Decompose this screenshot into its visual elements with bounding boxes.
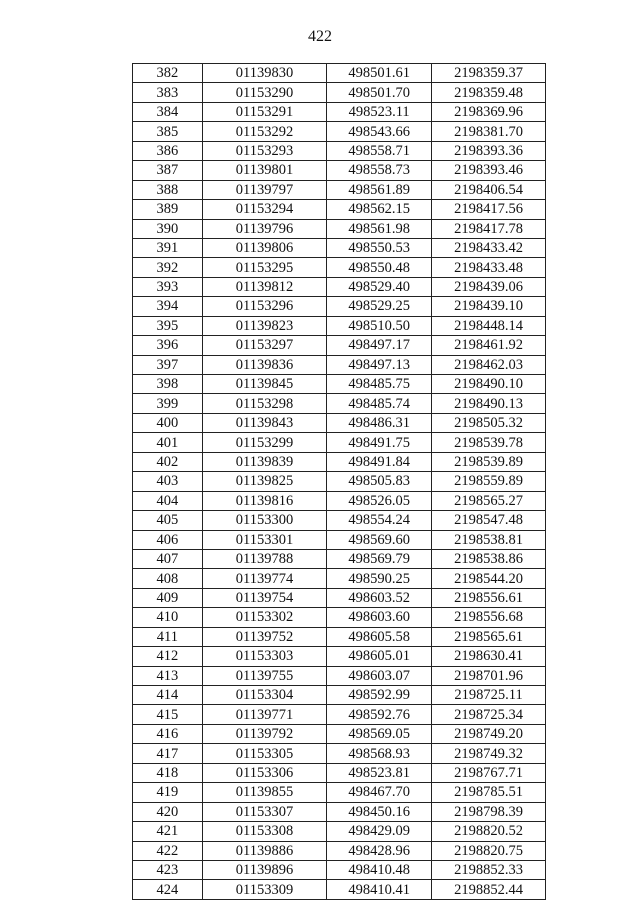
point-id-cell: 01153299 bbox=[202, 433, 326, 452]
table-row bbox=[133, 316, 546, 335]
coordinate-y-cell: 2198381.70 bbox=[432, 122, 546, 141]
table-row bbox=[133, 238, 546, 257]
table-row bbox=[133, 511, 546, 530]
table-row bbox=[133, 763, 546, 782]
point-id-cell: 01139855 bbox=[202, 783, 326, 802]
coordinate-y-cell: 2198547.48 bbox=[432, 511, 546, 530]
coordinate-x-cell: 498467.70 bbox=[327, 783, 432, 802]
row-number-cell: 383 bbox=[133, 83, 203, 102]
table-row bbox=[133, 219, 546, 238]
point-id-cell: 01153301 bbox=[202, 530, 326, 549]
row-number-cell: 399 bbox=[133, 394, 203, 413]
row-number-cell: 398 bbox=[133, 375, 203, 394]
coordinate-x-cell: 498429.09 bbox=[327, 822, 432, 841]
row-number-cell: 417 bbox=[133, 744, 203, 763]
table-row bbox=[133, 841, 546, 860]
table-row bbox=[133, 83, 546, 102]
row-number-cell: 396 bbox=[133, 336, 203, 355]
coordinate-y-cell: 2198820.75 bbox=[432, 841, 546, 860]
table-row bbox=[133, 588, 546, 607]
coordinate-x-cell: 498605.01 bbox=[327, 647, 432, 666]
row-number-cell: 385 bbox=[133, 122, 203, 141]
coordinate-y-cell: 2198433.48 bbox=[432, 258, 546, 277]
row-number-cell: 422 bbox=[133, 841, 203, 860]
coordinate-y-cell: 2198490.13 bbox=[432, 394, 546, 413]
coordinate-x-cell: 498569.79 bbox=[327, 549, 432, 568]
point-id-cell: 01153290 bbox=[202, 83, 326, 102]
table-row bbox=[133, 355, 546, 374]
row-number-cell: 406 bbox=[133, 530, 203, 549]
coordinate-y-cell: 2198433.42 bbox=[432, 238, 546, 257]
coordinate-y-cell: 2198461.92 bbox=[432, 336, 546, 355]
point-id-cell: 01153293 bbox=[202, 141, 326, 160]
row-number-cell: 389 bbox=[133, 200, 203, 219]
coordinate-y-cell: 2198538.81 bbox=[432, 530, 546, 549]
coordinate-x-cell: 498603.07 bbox=[327, 666, 432, 685]
table-row bbox=[133, 375, 546, 394]
coordinate-y-cell: 2198630.41 bbox=[432, 647, 546, 666]
coordinate-y-cell: 2198565.61 bbox=[432, 627, 546, 646]
coordinate-x-cell: 498592.76 bbox=[327, 705, 432, 724]
coordinate-x-cell: 498561.98 bbox=[327, 219, 432, 238]
table-row bbox=[133, 744, 546, 763]
row-number-cell: 410 bbox=[133, 608, 203, 627]
row-number-cell: 423 bbox=[133, 860, 203, 879]
coordinate-y-cell: 2198505.32 bbox=[432, 413, 546, 432]
point-id-cell: 01153300 bbox=[202, 511, 326, 530]
row-number-cell: 405 bbox=[133, 511, 203, 530]
table-row bbox=[133, 705, 546, 724]
row-number-cell: 414 bbox=[133, 686, 203, 705]
point-id-cell: 01139797 bbox=[202, 180, 326, 199]
coordinate-y-cell: 2198439.10 bbox=[432, 297, 546, 316]
point-id-cell: 01153294 bbox=[202, 200, 326, 219]
table-row bbox=[133, 161, 546, 180]
row-number-cell: 415 bbox=[133, 705, 203, 724]
coordinate-x-cell: 498526.05 bbox=[327, 491, 432, 510]
row-number-cell: 404 bbox=[133, 491, 203, 510]
point-id-cell: 01139845 bbox=[202, 375, 326, 394]
table-row bbox=[133, 413, 546, 432]
point-id-cell: 01139801 bbox=[202, 161, 326, 180]
coordinate-table bbox=[132, 63, 546, 900]
table-row bbox=[133, 608, 546, 627]
coordinate-y-cell: 2198539.78 bbox=[432, 433, 546, 452]
point-id-cell: 01153296 bbox=[202, 297, 326, 316]
point-id-cell: 01153303 bbox=[202, 647, 326, 666]
table-row bbox=[133, 472, 546, 491]
table-row bbox=[133, 783, 546, 802]
coordinate-x-cell: 498568.93 bbox=[327, 744, 432, 763]
row-number-cell: 421 bbox=[133, 822, 203, 841]
coordinate-y-cell: 2198359.37 bbox=[432, 64, 546, 83]
table-body bbox=[133, 64, 546, 900]
point-id-cell: 01153309 bbox=[202, 880, 326, 899]
table-row bbox=[133, 822, 546, 841]
table-row bbox=[133, 666, 546, 685]
coordinate-x-cell: 498550.48 bbox=[327, 258, 432, 277]
point-id-cell: 01139788 bbox=[202, 549, 326, 568]
coordinate-y-cell: 2198359.48 bbox=[432, 83, 546, 102]
coordinate-y-cell: 2198725.11 bbox=[432, 686, 546, 705]
coordinate-x-cell: 498529.40 bbox=[327, 277, 432, 296]
coordinate-x-cell: 498510.50 bbox=[327, 316, 432, 335]
coordinate-x-cell: 498501.61 bbox=[327, 64, 432, 83]
point-id-cell: 01153298 bbox=[202, 394, 326, 413]
coordinate-y-cell: 2198725.34 bbox=[432, 705, 546, 724]
point-id-cell: 01153292 bbox=[202, 122, 326, 141]
point-id-cell: 01139771 bbox=[202, 705, 326, 724]
table-row bbox=[133, 258, 546, 277]
point-id-cell: 01139843 bbox=[202, 413, 326, 432]
row-number-cell: 403 bbox=[133, 472, 203, 491]
point-id-cell: 01139836 bbox=[202, 355, 326, 374]
coordinate-x-cell: 498491.75 bbox=[327, 433, 432, 452]
point-id-cell: 01139896 bbox=[202, 860, 326, 879]
coordinate-y-cell: 2198490.10 bbox=[432, 375, 546, 394]
point-id-cell: 01153304 bbox=[202, 686, 326, 705]
point-id-cell: 01153295 bbox=[202, 258, 326, 277]
row-number-cell: 392 bbox=[133, 258, 203, 277]
row-number-cell: 391 bbox=[133, 238, 203, 257]
coordinate-x-cell: 498550.53 bbox=[327, 238, 432, 257]
coordinate-y-cell: 2198393.46 bbox=[432, 161, 546, 180]
coordinate-x-cell: 498558.71 bbox=[327, 141, 432, 160]
coordinate-x-cell: 498529.25 bbox=[327, 297, 432, 316]
coordinate-y-cell: 2198767.71 bbox=[432, 763, 546, 782]
coordinate-y-cell: 2198820.52 bbox=[432, 822, 546, 841]
coordinate-x-cell: 498605.58 bbox=[327, 627, 432, 646]
table-row bbox=[133, 647, 546, 666]
table-row bbox=[133, 860, 546, 879]
point-id-cell: 01139796 bbox=[202, 219, 326, 238]
point-id-cell: 01153302 bbox=[202, 608, 326, 627]
coordinate-x-cell: 498558.73 bbox=[327, 161, 432, 180]
row-number-cell: 411 bbox=[133, 627, 203, 646]
coordinate-y-cell: 2198749.32 bbox=[432, 744, 546, 763]
coordinate-x-cell: 498569.05 bbox=[327, 724, 432, 743]
coordinate-x-cell: 498485.74 bbox=[327, 394, 432, 413]
coordinate-x-cell: 498491.84 bbox=[327, 452, 432, 471]
coordinate-x-cell: 498592.99 bbox=[327, 686, 432, 705]
table-row bbox=[133, 549, 546, 568]
coordinate-y-cell: 2198798.39 bbox=[432, 802, 546, 821]
coordinate-x-cell: 498505.83 bbox=[327, 472, 432, 491]
point-id-cell: 01139754 bbox=[202, 588, 326, 607]
point-id-cell: 01153308 bbox=[202, 822, 326, 841]
table-row bbox=[133, 336, 546, 355]
point-id-cell: 01139752 bbox=[202, 627, 326, 646]
table-row bbox=[133, 64, 546, 83]
coordinate-x-cell: 498562.15 bbox=[327, 200, 432, 219]
point-id-cell: 01139823 bbox=[202, 316, 326, 335]
point-id-cell: 01153305 bbox=[202, 744, 326, 763]
point-id-cell: 01139755 bbox=[202, 666, 326, 685]
point-id-cell: 01153307 bbox=[202, 802, 326, 821]
point-id-cell: 01153297 bbox=[202, 336, 326, 355]
table-row bbox=[133, 452, 546, 471]
row-number-cell: 424 bbox=[133, 880, 203, 899]
point-id-cell: 01153291 bbox=[202, 102, 326, 121]
coordinate-y-cell: 2198448.14 bbox=[432, 316, 546, 335]
coordinate-x-cell: 498603.60 bbox=[327, 608, 432, 627]
table-row bbox=[133, 277, 546, 296]
point-id-cell: 01139806 bbox=[202, 238, 326, 257]
coordinate-y-cell: 2198785.51 bbox=[432, 783, 546, 802]
coordinate-x-cell: 498590.25 bbox=[327, 569, 432, 588]
table-row bbox=[133, 394, 546, 413]
row-number-cell: 402 bbox=[133, 452, 203, 471]
coordinate-x-cell: 498523.11 bbox=[327, 102, 432, 121]
table-row bbox=[133, 802, 546, 821]
point-id-cell: 01139792 bbox=[202, 724, 326, 743]
point-id-cell: 01139886 bbox=[202, 841, 326, 860]
table-row bbox=[133, 433, 546, 452]
table-row bbox=[133, 200, 546, 219]
coordinate-x-cell: 498485.75 bbox=[327, 375, 432, 394]
coordinate-y-cell: 2198406.54 bbox=[432, 180, 546, 199]
coordinate-x-cell: 498523.81 bbox=[327, 763, 432, 782]
coordinate-x-cell: 498554.24 bbox=[327, 511, 432, 530]
table-row bbox=[133, 880, 546, 899]
coordinate-x-cell: 498450.16 bbox=[327, 802, 432, 821]
row-number-cell: 408 bbox=[133, 569, 203, 588]
coordinate-x-cell: 498428.96 bbox=[327, 841, 432, 860]
coordinate-y-cell: 2198393.36 bbox=[432, 141, 546, 160]
coordinate-x-cell: 498410.41 bbox=[327, 880, 432, 899]
coordinate-y-cell: 2198852.44 bbox=[432, 880, 546, 899]
row-number-cell: 401 bbox=[133, 433, 203, 452]
point-id-cell: 01153306 bbox=[202, 763, 326, 782]
coordinate-y-cell: 2198749.20 bbox=[432, 724, 546, 743]
coordinate-y-cell: 2198556.61 bbox=[432, 588, 546, 607]
coordinate-x-cell: 498501.70 bbox=[327, 83, 432, 102]
page-number: 422 bbox=[308, 28, 332, 45]
row-number-cell: 413 bbox=[133, 666, 203, 685]
point-id-cell: 01139830 bbox=[202, 64, 326, 83]
table-row bbox=[133, 627, 546, 646]
coordinate-x-cell: 498603.52 bbox=[327, 588, 432, 607]
coordinate-y-cell: 2198417.78 bbox=[432, 219, 546, 238]
point-id-cell: 01139774 bbox=[202, 569, 326, 588]
table-row bbox=[133, 122, 546, 141]
table-row bbox=[133, 297, 546, 316]
coordinate-y-cell: 2198539.89 bbox=[432, 452, 546, 471]
table-row bbox=[133, 180, 546, 199]
coordinate-x-cell: 498497.13 bbox=[327, 355, 432, 374]
coordinate-y-cell: 2198439.06 bbox=[432, 277, 546, 296]
coordinate-y-cell: 2198462.03 bbox=[432, 355, 546, 374]
table-row bbox=[133, 530, 546, 549]
coordinate-y-cell: 2198417.56 bbox=[432, 200, 546, 219]
coordinate-y-cell: 2198544.20 bbox=[432, 569, 546, 588]
coordinate-y-cell: 2198559.89 bbox=[432, 472, 546, 491]
coordinate-y-cell: 2198369.96 bbox=[432, 102, 546, 121]
table-row bbox=[133, 141, 546, 160]
point-id-cell: 01139825 bbox=[202, 472, 326, 491]
row-number-cell: 382 bbox=[133, 64, 203, 83]
row-number-cell: 393 bbox=[133, 277, 203, 296]
point-id-cell: 01139812 bbox=[202, 277, 326, 296]
coordinate-x-cell: 498486.31 bbox=[327, 413, 432, 432]
coordinate-x-cell: 498569.60 bbox=[327, 530, 432, 549]
coordinate-y-cell: 2198565.27 bbox=[432, 491, 546, 510]
point-id-cell: 01139816 bbox=[202, 491, 326, 510]
row-number-cell: 400 bbox=[133, 413, 203, 432]
row-number-cell: 416 bbox=[133, 724, 203, 743]
coordinate-x-cell: 498497.17 bbox=[327, 336, 432, 355]
row-number-cell: 407 bbox=[133, 549, 203, 568]
table-row bbox=[133, 724, 546, 743]
row-number-cell: 418 bbox=[133, 763, 203, 782]
point-id-cell: 01139839 bbox=[202, 452, 326, 471]
row-number-cell: 409 bbox=[133, 588, 203, 607]
coordinate-x-cell: 498410.48 bbox=[327, 860, 432, 879]
row-number-cell: 387 bbox=[133, 161, 203, 180]
row-number-cell: 384 bbox=[133, 102, 203, 121]
table-row bbox=[133, 569, 546, 588]
row-number-cell: 412 bbox=[133, 647, 203, 666]
coordinate-y-cell: 2198852.33 bbox=[432, 860, 546, 879]
row-number-cell: 395 bbox=[133, 316, 203, 335]
coordinate-x-cell: 498543.66 bbox=[327, 122, 432, 141]
row-number-cell: 388 bbox=[133, 180, 203, 199]
table-row bbox=[133, 102, 546, 121]
coordinate-y-cell: 2198538.86 bbox=[432, 549, 546, 568]
coordinate-y-cell: 2198701.96 bbox=[432, 666, 546, 685]
coordinate-y-cell: 2198556.68 bbox=[432, 608, 546, 627]
table-row bbox=[133, 491, 546, 510]
row-number-cell: 390 bbox=[133, 219, 203, 238]
row-number-cell: 397 bbox=[133, 355, 203, 374]
row-number-cell: 420 bbox=[133, 802, 203, 821]
coordinate-x-cell: 498561.89 bbox=[327, 180, 432, 199]
table-row bbox=[133, 686, 546, 705]
row-number-cell: 394 bbox=[133, 297, 203, 316]
row-number-cell: 419 bbox=[133, 783, 203, 802]
row-number-cell: 386 bbox=[133, 141, 203, 160]
